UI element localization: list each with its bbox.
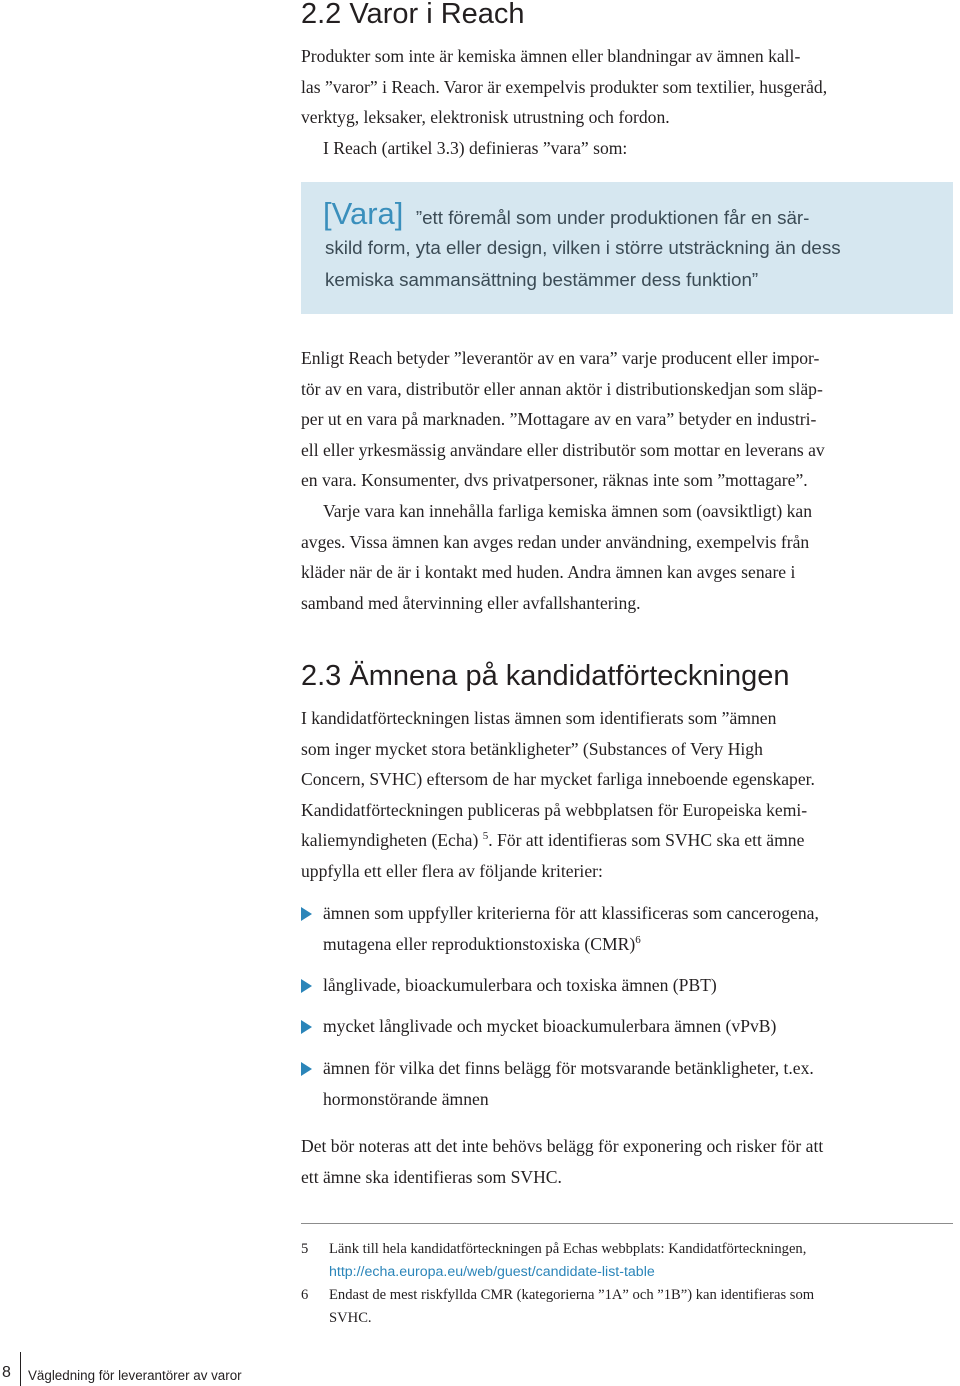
definition-quote-box [301,182,953,314]
footnote-number: 5 [301,1241,309,1257]
text-line: Concern, SVHC) eftersom de har mycket farliga inneboende egenskaper. [301,769,815,790]
text-line: Produkter som inte är kemiska ämnen eller blandningar av ämnen kall- [301,46,801,66]
text-line-with-footnote [301,825,815,856]
text-line: samband med återvinning eller avfallshantering. [301,592,641,613]
candidate-paragraph [301,703,815,887]
footnote-divider [301,1223,953,1224]
definition-line: I Reach (artikel 3.3) definieras ”vara” som: [323,137,628,158]
section-heading-kandidat: 2.3 Ämnena på kandidatförteckningen [301,660,790,692]
text-line: per ut en vara på marknaden. ”Mottagare av en vara” betyder en industri- [301,409,817,430]
bullet-text: hormonstörande ämnen [323,1088,489,1109]
text-line: Enligt Reach betyder ”leverantör av en vara” varje producent eller impor- [301,348,820,368]
bullet-text-segment: mutagena eller reproduktionstoxiska (CMR) [323,933,636,954]
text-line: ett ämne ska identifieras som SVHC. [301,1166,562,1187]
bullet-text: mycket långlivade och mycket bioackumulerbara ämnen (vPvB) [323,1016,777,1036]
footnote-number: 6 [301,1287,309,1303]
text-segment: kaliemyndigheten (Echa) [301,830,483,851]
footnote-text: SVHC. [329,1309,372,1326]
bullet-text: ämnen som uppfyller kriterierna för att klassificeras som cancerogena, [323,903,819,923]
text-line: I kandidatförteckningen listas ämnen som identifierats som ”ämnen [301,708,777,728]
intro-paragraph [301,41,827,163]
quote-text-line: skild form, yta eller design, vilken i större utsträckning än dess [325,237,841,258]
text-line: Varje vara kan innehålla farliga kemiska ämnen som (oavsiktligt) kan [323,500,813,521]
text-line: las ”varor” i Reach. Varor är exempelvis produkter som textilier, husgeråd, [301,76,828,97]
triangle-bullet-icon [301,1020,312,1034]
quote-text-line: kemiska sammansättning bestämmer dess funktion” [325,269,759,290]
page-number: 8 [2,1364,11,1381]
triangle-bullet-icon [301,907,312,921]
footnote-text: Länk till hela kandidatförteckningen på Echas webbplats: Kandidatförteckningen, [329,1241,807,1257]
text-line: avges. Vissa ämnen kan avges redan under användning, exempelvis från [301,531,810,552]
running-title: Vägledning för leverantörer av varor [28,1368,242,1383]
text-line: tör av en vara, distributör eller annan aktör i distributionskedjan som släp- [301,378,823,399]
text-line: Det bör noteras att det inte behövs belägg för exponering och risker för att [301,1136,824,1156]
footnote-ref: 6 [635,933,641,946]
section-heading-varor: 2.2 Varor i Reach [301,0,525,30]
footnote-text: Endast de mest riskfyllda CMR (kategorierna ”1A” och ”1B”) kan identifieras som [329,1287,815,1303]
text-line: ell eller yrkesmässig användare eller distributör som mottar en leverans av [301,439,825,460]
footnote [301,1284,953,1329]
quote-first-line [323,196,809,234]
bullet-text [323,929,819,960]
text-line: som inger mycket stora betänkligheter” (Substances of Very High [301,738,763,759]
candidate-list-link[interactable]: http://echa.europa.eu/web/guest/candidate-list-table [329,1263,655,1280]
quote-text-line: ”ett föremål som under produktionen får en sär- [415,207,810,228]
text-line: uppfylla ett eller flera av följande kriterier: [301,860,603,881]
bullet-text: ämnen för vilka det finns belägg för motsvarande betänkligheter, t.ex. [323,1058,814,1078]
text-line: verktyg, leksaker, elektronisk utrustning och fordon. [301,107,670,128]
footnote [301,1238,953,1283]
triangle-bullet-icon [301,1062,312,1076]
bullet-text: långlivade, bioackumulerbara och toxiska ämnen (PBT) [323,975,717,995]
text-line: Kandidatförteckningen publiceras på webbplatsen för Europeiska kemi- [301,799,808,820]
footnote-ref: 5 [482,830,489,843]
triangle-bullet-icon [301,979,312,993]
text-segment: . För att identifieras som SVHC ska ett ämne [488,830,805,851]
quote-tag: [Vara] [323,196,404,231]
closing-paragraph [301,1131,823,1192]
text-line: kläder när de är i kontakt med huden. Andra ämnen kan avges senare i [301,562,796,583]
text-line: en vara. Konsumenter, dvs privatpersoner, räknas inte som ”mottagare”. [301,470,808,491]
supplier-paragraph [301,343,825,618]
